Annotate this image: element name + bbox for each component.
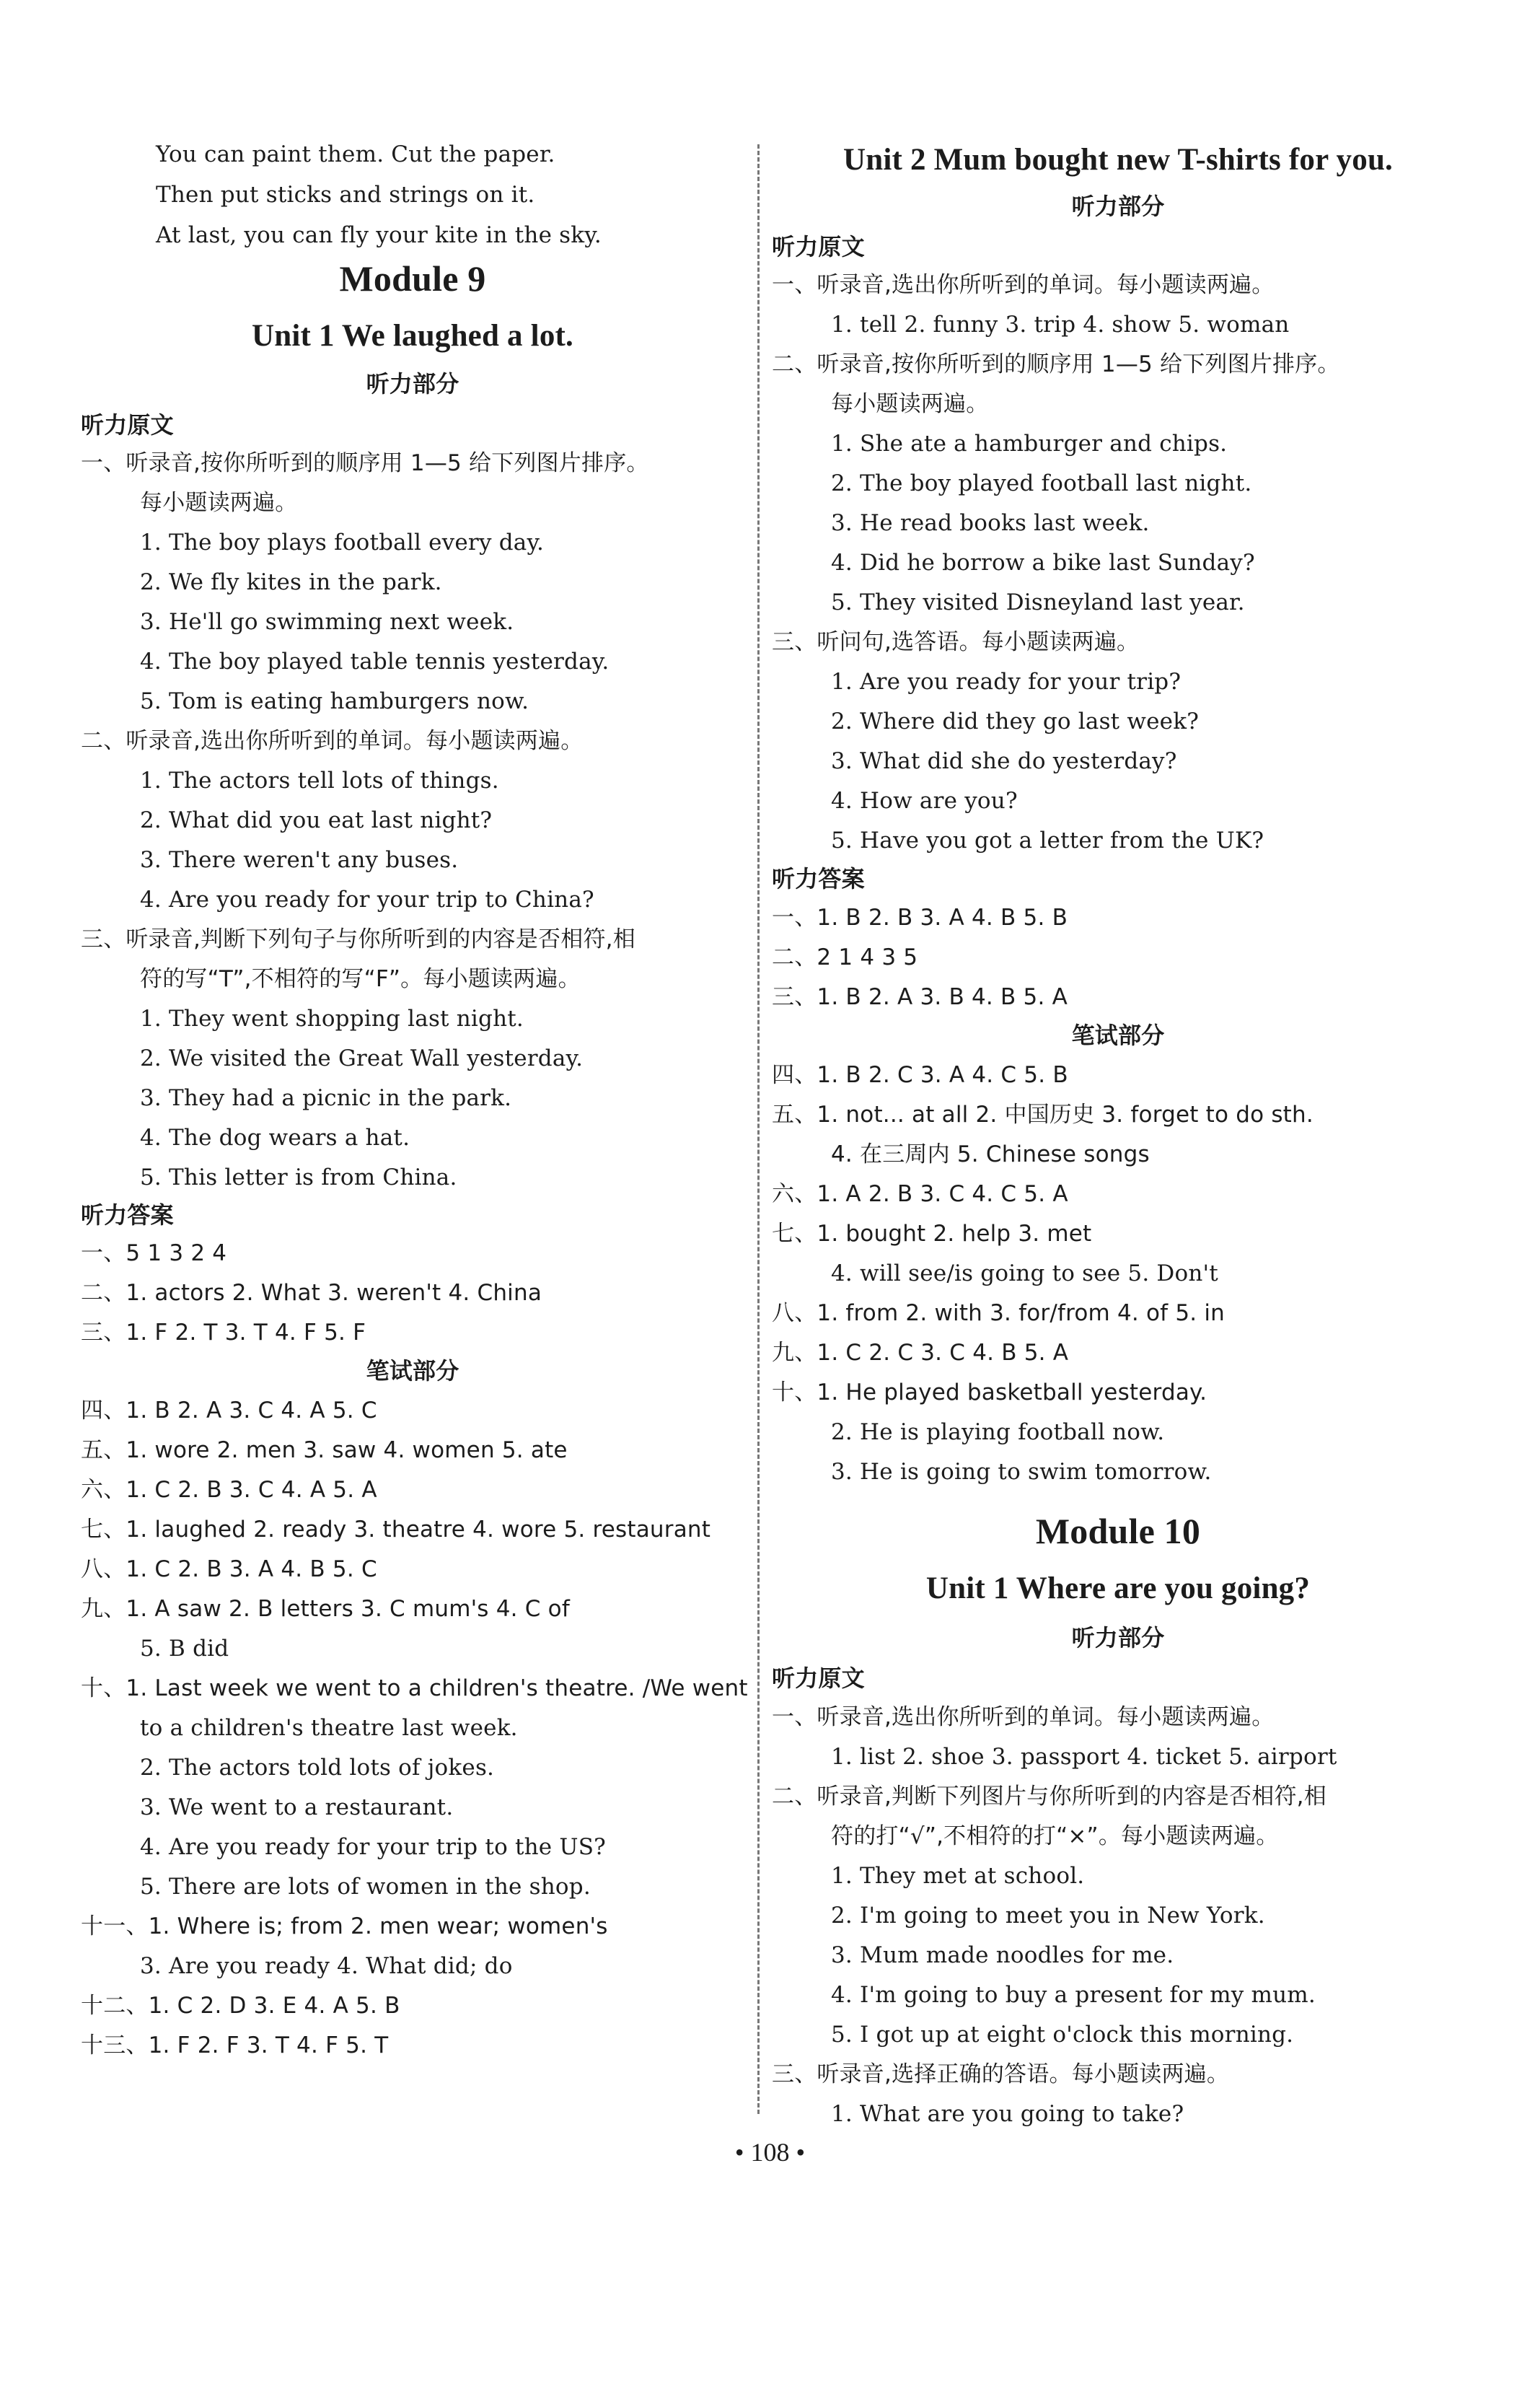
answer-line: 五、1. not... at all 2. 中国历史 3. forget to do sth.	[772, 1102, 1314, 1128]
question-heading: 三、听录音,判断下列句子与你所听到的内容是否相符,相	[81, 926, 635, 952]
transcript-label: 听力原文	[772, 233, 865, 260]
question-heading: 二、听录音,选出你所听到的单词。每小题读两遍。	[81, 728, 584, 754]
answer-line: 三、1. F 2. T 3. T 4. F 5. F	[81, 1320, 366, 1346]
list-item: 2. I'm going to meet you in New York.	[831, 1903, 1265, 1929]
list-item: 3. They had a picnic in the park.	[140, 1085, 512, 1111]
list-item: 1. The boy plays football every day.	[140, 530, 545, 556]
list-item: 3. He read books last week.	[831, 510, 1150, 536]
answer-line: 四、1. B 2. C 3. A 4. C 5. B	[772, 1062, 1068, 1088]
list-item: 5. Have you got a letter from the UK?	[831, 828, 1264, 854]
list-item: 2. We fly kites in the park.	[140, 569, 442, 595]
list-item: 3. He'll go swimming next week.	[140, 609, 514, 635]
module-title: Module 10	[1035, 1511, 1201, 1551]
answer-line: 5. There are lots of women in the shop.	[140, 1874, 591, 1900]
list-item: 4. The dog wears a hat.	[140, 1125, 410, 1151]
list-item: 1. They went shopping last night.	[140, 1006, 524, 1032]
column-divider	[757, 144, 760, 2114]
section-heading: 笔试部分	[366, 1357, 459, 1385]
question-heading: 一、听录音,选出你所听到的单词。每小题读两遍。	[772, 272, 1275, 298]
unit-title: Unit 1 Where are you going?	[925, 1571, 1311, 1605]
question-heading: 符的写“T”,不相符的写“F”。每小题读两遍。	[140, 966, 581, 992]
list-item: 2. We visited the Great Wall yesterday.	[140, 1045, 584, 1071]
question-heading: 每小题读两遍。	[140, 490, 298, 516]
intro-line: You can paint them. Cut the paper.	[156, 141, 555, 167]
answer-line: 4. Are you ready for your trip to the US?	[140, 1834, 606, 1860]
answer-line: 2. The actors told lots of jokes.	[140, 1755, 495, 1781]
answer-line: 四、1. B 2. A 3. C 4. A 5. C	[81, 1398, 377, 1424]
list-item: 5. I got up at eight o'clock this morning.	[831, 2022, 1294, 2048]
list-item: 1. What are you going to take?	[831, 2101, 1184, 2127]
answer-line: 六、1. C 2. B 3. C 4. A 5. A	[81, 1477, 377, 1503]
list-item: 1. list 2. shoe 3. passport 4. ticket 5. airport	[831, 1744, 1337, 1770]
answer-line: 八、1. from 2. with 3. for/from 4. of 5. in	[772, 1300, 1226, 1326]
unit-title: Unit 2 Mum bought new T-shirts for you.	[842, 143, 1394, 177]
list-item: 5. They visited Disneyland last year.	[831, 589, 1245, 615]
question-heading: 二、听录音,按你所听到的顺序用 1—5 给下列图片排序。	[772, 351, 1340, 377]
list-item: 3. There weren't any buses.	[140, 847, 459, 873]
question-heading: 一、听录音,按你所听到的顺序用 1—5 给下列图片排序。	[81, 450, 649, 476]
question-heading: 三、听问句,选答语。每小题读两遍。	[772, 629, 1140, 655]
section-heading: 听力部分	[366, 370, 459, 398]
answer-line: 三、1. B 2. A 3. B 4. B 5. A	[772, 984, 1068, 1010]
section-heading: 笔试部分	[1071, 1022, 1165, 1049]
answer-line: 十、1. He played basketball yesterday.	[772, 1380, 1207, 1405]
answer-line: 九、1. A saw 2. B letters 3. C mum's 4. C of	[81, 1596, 570, 1622]
answer-line: 5. B did	[140, 1636, 229, 1662]
question-heading: 二、听录音,判断下列图片与你所听到的内容是否相符,相	[772, 1784, 1326, 1810]
answer-line: 二、1. actors 2. What 3. weren't 4. China	[81, 1280, 542, 1306]
answer-line: 十一、1. Where is; from 2. men wear; women's	[81, 1913, 608, 1939]
answer-line: 3. Are you ready 4. What did; do	[140, 1953, 513, 1979]
answer-line: 九、1. C 2. C 3. C 4. B 5. A	[772, 1340, 1069, 1366]
unit-title: Unit 1 We laughed a lot.	[251, 319, 573, 353]
answer-line: to a children's theatre last week.	[140, 1715, 518, 1741]
answer-line: 六、1. A 2. B 3. C 4. C 5. A	[772, 1181, 1068, 1207]
list-item: 3. What did she do yesterday?	[831, 748, 1177, 774]
answer-line: 二、2 1 4 3 5	[772, 944, 918, 970]
list-item: 1. The actors tell lots of things.	[140, 768, 499, 794]
list-item: 2. The boy played football last night.	[831, 470, 1252, 496]
list-item: 2. What did you eat last night?	[140, 807, 493, 833]
question-heading: 一、听录音,选出你所听到的单词。每小题读两遍。	[772, 1704, 1275, 1730]
list-item: 1. They met at school.	[831, 1863, 1085, 1889]
list-item: 1. tell 2. funny 3. trip 4. show 5. woman	[831, 312, 1290, 338]
answer-line: 十二、1. C 2. D 3. E 4. A 5. B	[81, 1993, 400, 2019]
section-heading: 听力部分	[1071, 193, 1165, 220]
transcript-label: 听力原文	[81, 411, 174, 439]
list-item: 4. I'm going to buy a present for my mum.	[831, 1982, 1316, 2008]
answer-line: 七、1. bought 2. help 3. met	[772, 1221, 1092, 1247]
list-item: 5. This letter is from China.	[140, 1165, 457, 1190]
answers-label: 听力答案	[772, 865, 865, 892]
list-item: 2. Where did they go last week?	[831, 709, 1200, 734]
answer-line: 十三、1. F 2. F 3. T 4. F 5. T	[81, 2032, 389, 2058]
answer-line: 八、1. C 2. B 3. A 4. B 5. C	[81, 1556, 377, 1582]
intro-line: At last, you can fly your kite in the sky.	[156, 222, 602, 248]
module-title: Module 9	[339, 258, 486, 299]
answer-line: 3. He is going to swim tomorrow.	[831, 1459, 1212, 1485]
list-item: 1. Are you ready for your trip?	[831, 669, 1182, 695]
transcript-label: 听力原文	[772, 1665, 865, 1692]
list-item: 4. The boy played table tennis yesterday.	[140, 649, 610, 675]
answers-label: 听力答案	[81, 1201, 174, 1229]
list-item: 4. Did he borrow a bike last Sunday?	[831, 550, 1255, 576]
list-item: 1. She ate a hamburger and chips.	[831, 431, 1228, 457]
answer-line: 4. 在三周内 5. Chinese songs	[831, 1141, 1150, 1167]
answer-line: 2. He is playing football now.	[831, 1419, 1165, 1445]
intro-line: Then put sticks and strings on it.	[156, 182, 535, 208]
page-number: • 108 •	[734, 2138, 806, 2167]
answer-line: 一、1. B 2. B 3. A 4. B 5. B	[772, 905, 1068, 931]
question-heading: 三、听录音,选择正确的答语。每小题读两遍。	[772, 2061, 1230, 2087]
list-item: 4. How are you?	[831, 788, 1018, 814]
list-item: 4. Are you ready for your trip to China?	[140, 887, 594, 913]
answer-line: 一、5 1 3 2 4	[81, 1240, 227, 1266]
answer-line: 五、1. wore 2. men 3. saw 4. women 5. ate	[81, 1437, 568, 1463]
section-heading: 听力部分	[1071, 1624, 1165, 1652]
answer-line: 3. We went to a restaurant.	[140, 1794, 454, 1820]
list-item: 5. Tom is eating hamburgers now.	[140, 688, 529, 714]
question-heading: 每小题读两遍。	[831, 391, 989, 417]
answer-line: 十、1. Last week we went to a children's theatre. /We went	[81, 1675, 748, 1701]
list-item: 3. Mum made noodles for me.	[831, 1942, 1174, 1968]
answer-line: 七、1. laughed 2. ready 3. theatre 4. wore 5. restaurant	[81, 1517, 711, 1543]
question-heading: 符的打“√”,不相符的打“×”。每小题读两遍。	[831, 1823, 1279, 1849]
answer-line: 4. will see/is going to see 5. Don't	[831, 1260, 1218, 1286]
